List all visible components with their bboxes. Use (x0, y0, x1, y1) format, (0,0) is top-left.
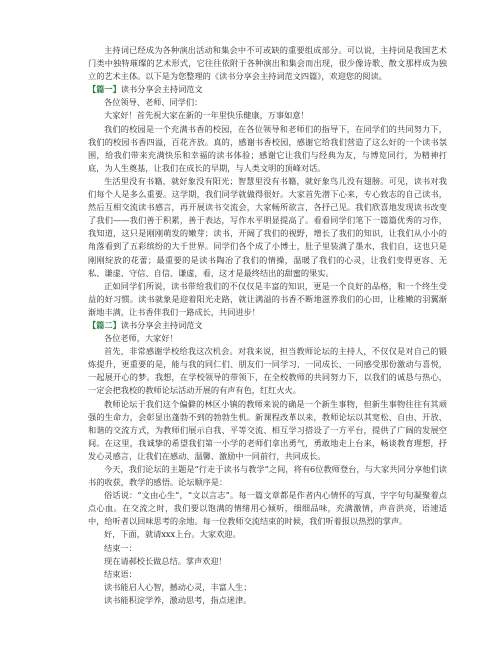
s2-closing-line-4: 读书能启人心智，撼动心灵，丰富人生； (104, 581, 252, 592)
s2-closing-line-3: 结束语： (104, 568, 137, 579)
s2-paragraph-invite: 好，下面，就请xxx上台。大家欢迎。 (104, 529, 241, 540)
s1-paragraph-campus: 我们的校园是一个充满书香的校园，在各位领导和老师们的指导下，在同学们的共同努力下，我们的校园书香四溢，百花齐放。真的，感谢书香校园，感谢它给我们营造了这么好的一个读书氛围，给我们带来充满快乐和幸福的读书体验；感谢它让我们与经典为友，与博览同行，为精神打底，为人生奠基，让我们在成长的早期，与人类文明的顶峰对话。 (88, 123, 447, 173)
s2-paragraph-saying: 俗话说：“文由心生”，“文以言志”。每一篇文章都是作者内心情怀的写真，字字句句凝聚着点点心血。在交流之时，我们要以饱满的情绪用心倾听，细细品味，充满激情，声音洪亮，语速适中，给听者以回味思考的余地。每一位教师交流结束的时候，我们听着报以热烈的掌声。 (88, 490, 447, 527)
s1-paragraph-books: 生活里没有书籍，就好象没有阳光；智慧里没有书籍，就好象鸟儿没有翅膀。可见，读书对我们每个人是多么重要。这学期，我们同学就做得很好。大家首先潜下心来，专心致志的自己读书，然后互相交流读书感言，再开展读书交流会，大家畅所欲言，各抒己见。我们欣喜地发现读书改变了我们——我们善于积累，善于表达，写作水平明显提高了。看看同学们笔下一篇篇优秀的习作，我知道，这只是刚刚萌发的嫩芽；读书，开阔了我们的视野，增长了我们的知识，让我们从小小的角落看到了五彩缤纷的大千世界。同学们各个成了小博士，肚子里装满了墨水，我们自，这也只是刚刚绽放的花蕾；最重要的是读书陶冶了我们的情操，温暖了我们的心灵，让我们变得更容、无私、谦虚、守信、自信、谦虚，看，这才是最终结出的甜蜜的果实。 (88, 175, 447, 278)
s1-paragraph-welcome: 大家好！首先祝大家在新的一年里快乐健康，万事如意！ (104, 110, 309, 121)
s2-paragraph-forum: 教师论坛于我们这个偏僻的林区小镇的教师来说的确是一个新生事物，但新生事物往往有其顽强的生命力，会彰显出蓬勃不到的勃勃生机。新课程改革以来，教师论坛以其宽松、自由、开放、和谐的交流方式，为教师们展示自我、平等交流、相互学习搭设了一方平台，提供了广阔的发展空间。在这里，我诚挚的希望我们第一小学的老师们拿出勇气，勇敢地走上台来，畅谈教育理想，抒发心灵感言，让我们在感动、温馨、激励中一同前行，共同成长。 (88, 398, 447, 461)
s2-paragraph-thanks: 首先，非常感谢学校给我这次机会。对我来说，担当教师论坛的主持人，不仅仅是对自己的锻炼提升，更重要的是，能与我的同仁们、朋友们一同学习、一同成长、一同感受那份激动与喜悦，一起展开心的梦。我想，在学校领导的带领下，在全校教师的共同努力下，以我们的诚恳与热心，一定会把我校的教师论坛活动开展的有声有色，红红火火。 (88, 346, 447, 396)
section-heading-1-bracket: 【篇一】 (88, 84, 121, 95)
s1-paragraph-conclusion: 正如同学们所说，读书带给我们的不仅仅是丰富的知识，更是一个良好的品格，和一个终生受益的好习惯。读书就象是迎着阳光走路，就让满溢的书香不断地滋养我们的心田，让稚嫩的羽翼渐渐地丰满，让书香伴我们一路成长，共同进步！ (88, 280, 447, 317)
s2-paragraph-greeting: 各位老师，大家好！ (104, 333, 178, 344)
s2-closing-line-1: 结束一： (104, 542, 137, 553)
s2-closing-line-2: 现在请郝校长做总结。掌声欢迎！ (104, 555, 227, 566)
section-heading-1 (88, 83, 447, 96)
s2-closing-line-5: 读书能积淀学养，激动思考，指点迷津。 (104, 594, 252, 605)
s1-paragraph-greeting: 各位领导、老师、同学们： (104, 97, 203, 108)
s2-paragraph-theme: 今天，我们论坛的主题是“行走于读书与教学”之间，将有6位教师登台，与大家共同分享他们读书的收获，教学的感悟。论坛顺序是： (88, 464, 447, 488)
section-heading-1-title: 读书分享会主持词范文 (120, 84, 203, 95)
section-heading-2-bracket: 【篇二】 (88, 319, 121, 330)
section-heading-2-title: 读书分享会主持词范文 (120, 319, 203, 330)
intro-paragraph: 主持词已经成为各种演出活动和集会中不可或缺的重要组成部分。可以说，主持词是我国艺术门类中独特璀璨的艺术形式，它往往依附于各种演出和集会而出现，很少像诗歌、散文那样成为独立的艺术主体。以下是为您整理的《读书分享会主持词范文四篇》，欢迎您的阅读。 (88, 45, 447, 82)
section-heading-2 (88, 319, 447, 332)
